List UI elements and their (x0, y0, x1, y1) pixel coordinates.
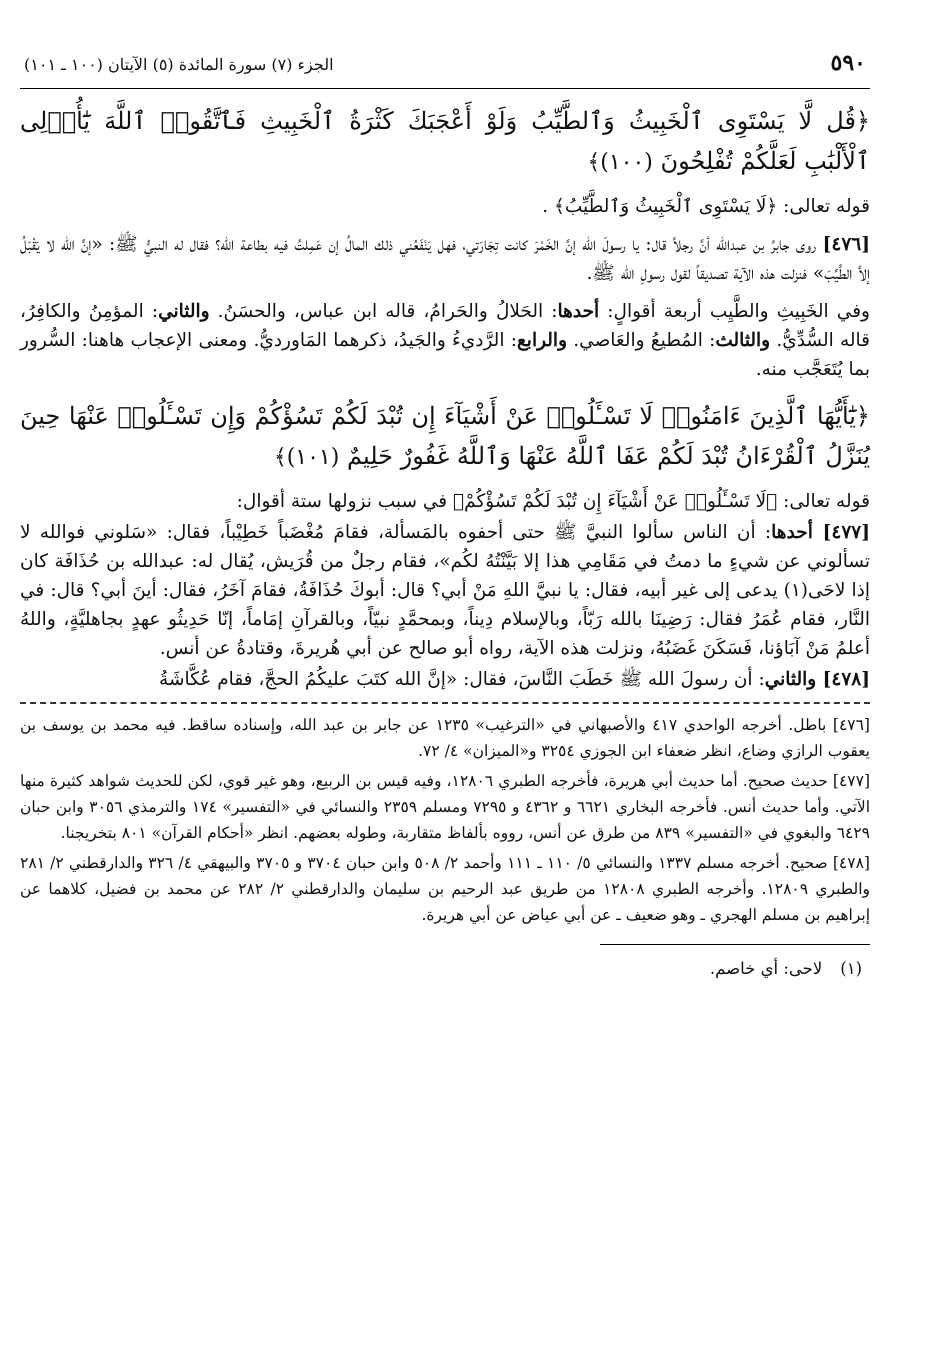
hadith-number: [٤٧٨] (822, 669, 870, 690)
keyword: أحدها (771, 522, 823, 543)
hadith-text: روى جابرُ بن عبدالله أنَّ رجلاً قال: يا رسولَ الله إنَّ الخَمْرَ كانت تِجَارَتي، فهل يَنْفَعُني ذلك المالُ إن عَمِلتُ فيه بطاعة الله؟ فقال له النبيُّ ﷺ: «إنَّ الله لا يَقْبَلُ إلاَّ الطَّيِّبَ» فنزلت هذه الآية تصديقاً لقول رسولِ الله ﷺ. (20, 234, 870, 284)
verse-quote: ﴿لَا يَسْتَوِى ٱلْخَبِيثُ وَٱلطَّيِّبُ﴾ . (542, 196, 778, 217)
note-number: (١) (840, 959, 862, 978)
verse-end-marker: (١٠١)﴾ (273, 445, 340, 470)
footnote-477: [٤٧٧] حديث صحيح. أما حديث أبي هريرة، فأخرجه الطبري ١٢٨٠٦، وفيه قيس بن الربيع، وهو غير قوي، لكن للحديث شواهد كثيرة منها الآتي. وأما حديث أنس. فأخرجه البخاري ٦٦٢١ و ٤٣٦٢ و ٧٢٩٥ ومسلم ٢٣٥٩ والنسائي في «التفسير» ١٧٤ والترمذي ٣٠٥٦ وابن حبان ٦٤٢٩ والبغوي في «التفسير» ٨٣٩ من طرق عن أنس، رووه بألفاظ متقاربة، وطوله بعضهم. انظر «أحكام القرآن» ٨٠١ بتخريجنا. (20, 772, 871, 842)
quran-verse-101 (20, 396, 870, 478)
verse-end-marker: (١٠٠)﴾ (587, 150, 653, 175)
quran-verse-100 (20, 101, 870, 183)
page-header (20, 50, 870, 89)
note-separator (600, 944, 870, 945)
verse-quote: ﴿لَا تَسْـَٔلُوا۟ عَنْ أَشْيَآءَ إِن تُبْدَ لَكُمْ تَسُؤْكُمْ﴾ (453, 491, 778, 512)
text-segment: : الرَّديءُ والجَيدُ، ذكرهما المَاورديُّ. ومعنى الإعجاب هاهنا: السُّرور بما يُتَعَجَّب منه. (20, 330, 870, 380)
hadith-477 (20, 518, 870, 663)
hadith-number: [٤٧٧] (822, 522, 870, 543)
note-text: لاحى: أي خاصم. (709, 959, 823, 978)
book-page (20, 50, 870, 1360)
footnote-478: [٤٧٨] صحيح. أخرجه مسلم ١٣٣٧ والنسائي ٥/ ١١٠ ـ ١١١ وأحمد ٢/ ٥٠٨ وابن حبان ٣٧٠٤ و ٣٧٠٥ والبيهقي ٤/ ٣٢٦ والدارقطني ٢/ ٢٨١ والطبري ١٢٨٠٩. وأخرجه الطبري ١٢٨٠٨ من طريق عبد الرحيم بن سليمان والدارقطني ٢/ ٢٨٢ عن محمد بن فضيل، كلاهما عن إبراهيم بن مسلم الهجري ـ وهو ضعيف ـ عن أبي عياض عن أبي هريرة. (20, 854, 870, 924)
verse-text: ﴿قُل لَّا يَسْتَوِى ٱلْخَبِيثُ وَٱلطَّيِّبُ وَلَوْ أَعْجَبَكَ كَثْرَةُ ٱلْخَبِيثِ فَٱتَّقُوا۟ ٱللَّهَ يَٰٓأُو۟لِى ٱلْأَلْبَٰبِ لَعَلَّكُمْ تُفْلِحُونَ (20, 107, 870, 175)
keyword: والرابع (516, 330, 568, 351)
footnote-separator (20, 702, 870, 704)
text-segment: وفي الخَبِيثِ والطَّيِب أربعة أقوالٍ: (599, 301, 870, 322)
text-segment: : الحَلالُ والحَرامُ، قاله ابن عباس، والحسَنُ. (209, 301, 558, 322)
page-number: ٥٩٠ (830, 50, 866, 76)
keyword: والثاني (158, 301, 210, 322)
text-segment: : المؤمِنُ والكافِرُ، قاله السُّدِّيُّ. (20, 301, 871, 351)
verse-text: ﴿يَٰٓأَيُّهَا ٱلَّذِينَ ءَامَنُوا۟ لَا تَسْـَٔلُوا۟ عَنْ أَشْيَآءَ إِن تُبْدَ لَكُمْ تَسُؤْكُمْ وَإِن تَسْـَٔلُوا۟ عَنْهَا حِينَ يُنَزَّلُ ٱلْقُرْءَانُ تُبْدَ لَكُمْ عَفَا ٱللَّهُ عَنْهَا وَٱللَّهُ غَفُورٌ حَلِيمٌ (20, 402, 870, 470)
paragraph-tail: في سبب نزولها ستة أقوال: (236, 491, 454, 512)
hadith-number: [٤٧٦] (822, 234, 870, 255)
hadith-text: : أن رسولَ الله ﷺ خَطَبَ النَّاسَ، فقال: «إنَّ الله كتَبَ عليكُمُ الحجَّ، فقام عُكَّاشَةُ (159, 669, 765, 690)
paragraph-lead: قوله تعالى: (777, 196, 870, 217)
hadith-text: : أن الناس سألوا النبيَّ ﷺ حتى أحفوه بالمَسألة، فقامَ مُغْضَباً خَطِيْباً، فقال: «سَلوني فوالله لا تسألوني عن شيءٍ ما دمتُ في مَقَامِي هذا إلا بَيَّنْتُهُ لكُم»، فقام رجلٌ من قُرَيش، يُقال له: عبدالله بن حُذَافَة كان إذا لاحَى(١) يدعى إلى غير أبيه، فقال: يا نبيَّ اللهِ مَنْ أبي؟ قال: أبوكَ حُذَافَةُ، فقامَ آخَرُ، فقال: أينَ أبي؟ قال: في النَّار، فقام عُمَرُ فقال: رَضِينَا بالله رَبّاً، وبالإسلام دِيناً، وبمحمَّدٍ نبيّاً، وبالقرآنِ إمَاماً، إنّا حَدِيثُو عهدٍ بجاهليَّةٍ، واللهُ أعلمُ مَنْ آبَاؤنا، فَسَكَنَ غَضَبُهُ، ونزلت هذه الآية، رواه أبو صالح عن أبي هُريرةَ، وقتادةُ عن أنس. (20, 522, 870, 659)
commentary-paragraph (20, 487, 870, 516)
four-opinions-paragraph (20, 297, 870, 384)
margin-note (20, 959, 870, 978)
hadith-476 (20, 230, 870, 288)
text-segment: : المُطيعُ والعَاصي. (567, 330, 716, 351)
keyword: أحدها (557, 301, 600, 322)
commentary-paragraph (20, 192, 870, 221)
hadith-478 (20, 665, 870, 694)
keyword: والثاني (764, 669, 823, 690)
keyword: والثالث (715, 330, 771, 351)
paragraph-lead: قوله تعالى: (777, 491, 870, 512)
running-head: الجزء (٧) سورة المائدة (٥) الآيتان (١٠٠ ـ ١٠١) (24, 55, 334, 74)
footnote-476: [٤٧٦] باطل. أخرجه الواحدي ٤١٧ والأصبهاني في «الترغيب» ١٢٣٥ عن جابر بن عبد الله، وإسناده ساقط. فيه محمد بن يوسف بن يعقوب الرازي وضاع، انظر ضعفاء ابن الجوزي ٣٢٥٤ و«الميزان» ٤/ ٧٢. (20, 716, 870, 760)
